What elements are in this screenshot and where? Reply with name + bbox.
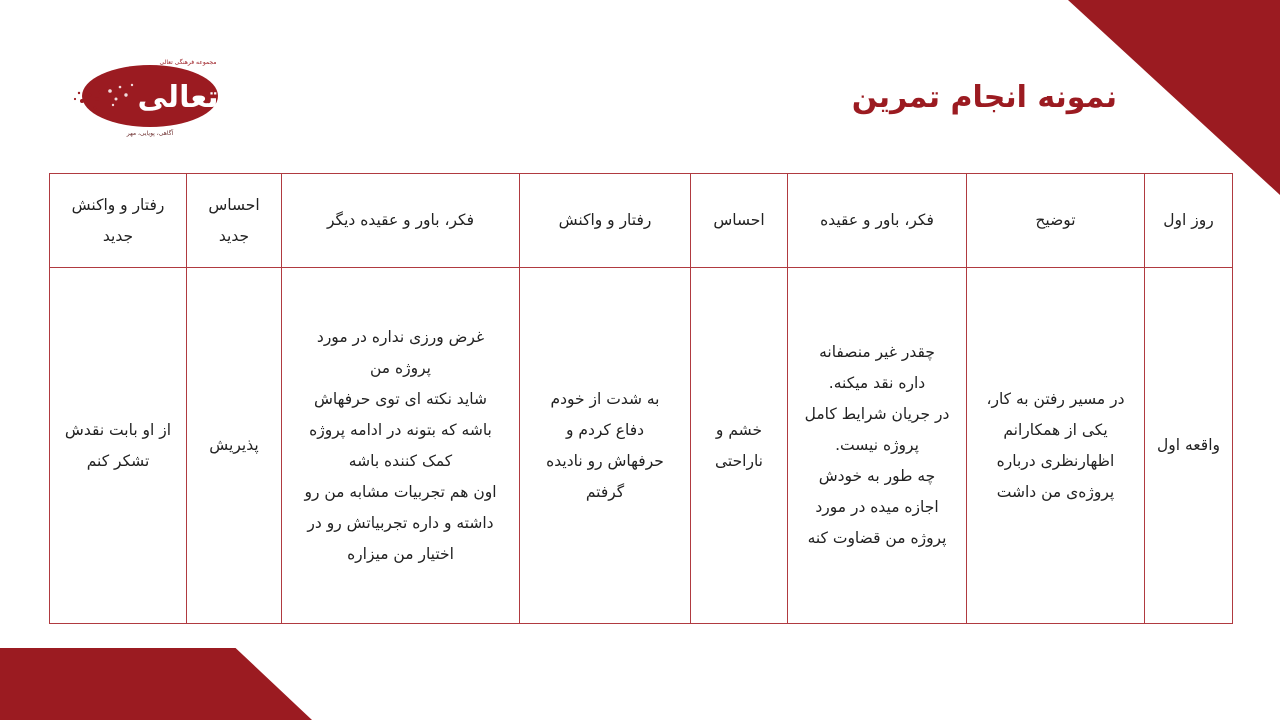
cell-feeling: خشم و ناراحتی [691, 268, 788, 624]
cell-new-behavior: از او بابت نقدش تشکر کنم [50, 268, 187, 624]
cell-new-feeling: پذیریش [187, 268, 282, 624]
header-cell-behavior: رفتار و واکنش [520, 174, 691, 268]
page-title: نمونه انجام تمرین [851, 80, 1117, 115]
logo-tagline: آگاهی، پویایی، مهر [126, 130, 174, 137]
logo-wordmark: تعالی [137, 80, 219, 115]
exercise-table [49, 173, 1233, 624]
cell-thought: چقدر غیر منصفانه داره نقد میکنه. در جریان شرایط کامل پروژه نیست. چه طور به خودش اجازه میده در مورد پروژه من قضاوت کنه [788, 268, 967, 624]
header-cell-day: روز اول [1145, 174, 1233, 268]
header-cell-description: توضیح [967, 174, 1145, 268]
table-header-row [50, 174, 1233, 268]
cell-event: واقعه اول [1145, 268, 1233, 624]
header-cell-new-feeling: احساس جدید [187, 174, 282, 268]
table-row [50, 268, 1233, 624]
brand-logo [70, 55, 230, 140]
header-cell-thought: فکر، باور و عقیده [788, 174, 967, 268]
corner-decoration-bottom-left [0, 648, 312, 720]
cell-behavior: به شدت از خودم دفاع کردم و حرفهاش رو نادیده گرفتم [520, 268, 691, 624]
cell-alt-thought: غرض ورزی نداره در مورد پروژه من شاید نکته ای توی حرفهاش باشه که بتونه در ادامه پروژه کمک کننده باشه اون هم تجربیات مشابه من رو داشته و داره تجربیاتش رو در اختیار من میزاره [282, 268, 520, 624]
header-cell-new-behavior: رفتار و واکنش جدید [50, 174, 187, 268]
header-cell-alt-thought: فکر، باور و عقیده دیگر [282, 174, 520, 268]
header-cell-feeling: احساس [691, 174, 788, 268]
logo-top-text: مجموعه فرهنگی تعالی [159, 59, 217, 66]
cell-description: در مسیر رفتن به کار، یکی از همکارانم اظهارنظری درباره پروژه‌ی من داشت [967, 268, 1145, 624]
